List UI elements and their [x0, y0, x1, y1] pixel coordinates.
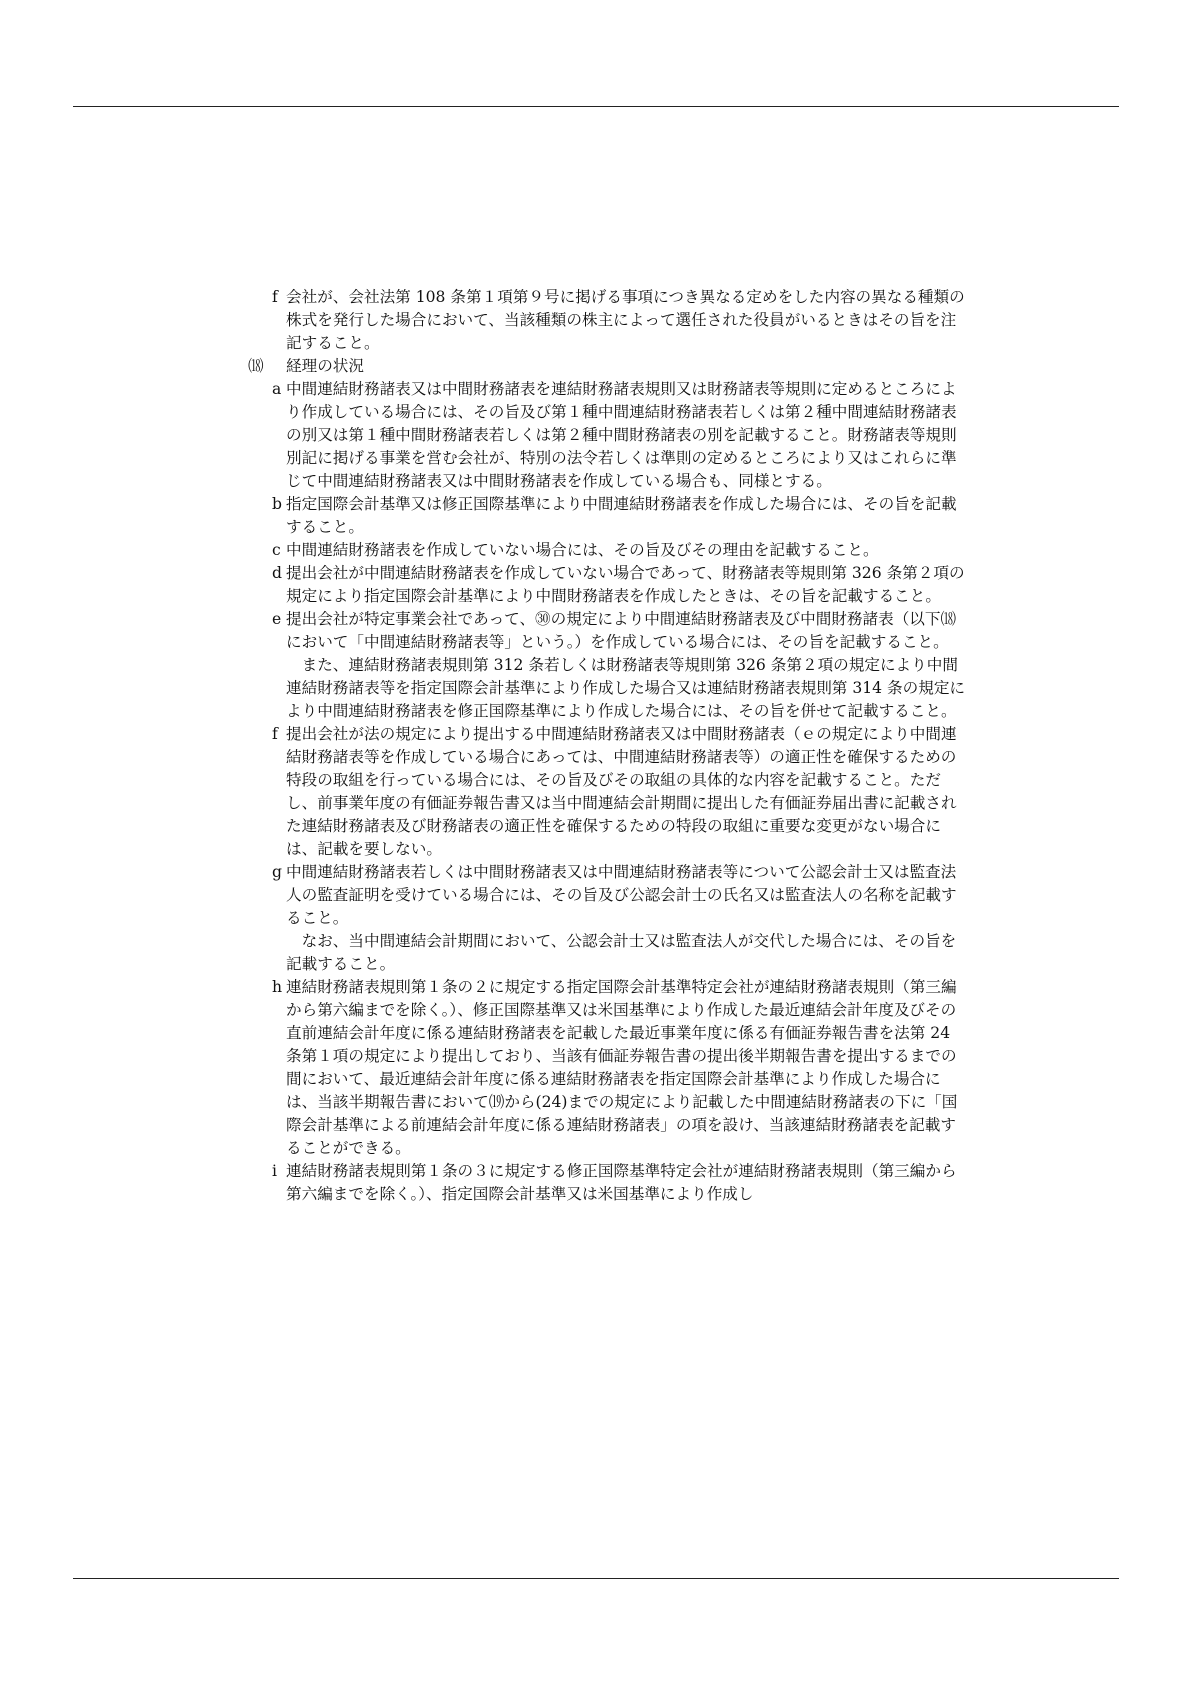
- continuation-paragraph: なお、当中間連結会計期間において、公認会計士又は監査法人が交代した場合には、その旨を記載すること。: [286, 932, 957, 973]
- item-text: 会社が、会社法第 108 条第１項第９号に掲げる事項につき異なる定めをした内容の異なる種類の株式を発行した場合において、当該種類の株主によって選任された役員がいるときはその旨を注記すること。: [286, 288, 965, 352]
- item-marker: c: [272, 541, 281, 559]
- item-text: 連結財務諸表規則第１条の２に規定する指定国際会計基準特定会社が連結財務諸表規則（第三編から第六編までを除く。）、修正国際基準又は米国基準により作成した最近連結会計年度及びその直前連結会計年度に係る連結財務諸表を記載した最近事業年度に係る有価証券報告書を法第 24 条第１項の規定により提出しており、当該有価証券報告書の提出後半期報告書を提出するまでの間において、最近連結会計年度に係る連結財務諸表を指定国際会計基準により作成した場合には、当該半期報告書において⒆から(24)までの規定により記載した中間連結財務諸表の下に「国際会計基準による前連結会計年度に係る連結財務諸表」の項を設け、当該連結財務諸表を記載することができる。: [286, 978, 958, 1157]
- list-item: [248, 493, 968, 539]
- item-marker: f: [272, 725, 278, 743]
- item-marker: e: [272, 610, 282, 628]
- list-item: [248, 976, 968, 1160]
- list-item: [248, 286, 968, 355]
- item-text: 指定国際会計基準又は修正国際基準により中間連結財務諸表を作成した場合には、その旨を記載すること。: [286, 495, 957, 536]
- list-item: [248, 1160, 968, 1206]
- document-body: [248, 286, 968, 1206]
- item-text: 連結財務諸表規則第１条の３に規定する修正国際基準特定会社が連結財務諸表規則（第三編から第六編までを除く。）、指定国際会計基準又は米国基準により作成し: [286, 1162, 957, 1203]
- item-text: 中間連結財務諸表を作成していない場合には、その旨及びその理由を記載すること。: [286, 541, 879, 559]
- section-number: ⒅: [248, 357, 264, 375]
- item-marker: f: [272, 288, 278, 306]
- section-title: 経理の状況: [286, 357, 364, 375]
- item-text: 提出会社が特定事業会社であって、㉚の規定により中間連結財務諸表及び中間財務諸表（以下⒅において「中間連結財務諸表等」という。）を作成している場合には、その旨を記載すること。: [286, 610, 957, 651]
- item-text: 中間連結財務諸表若しくは中間財務諸表又は中間連結財務諸表等について公認会計士又は監査法人の監査証明を受けている場合には、その旨及び公認会計士の氏名又は監査法人の名称を記載すること。: [286, 863, 957, 927]
- item-marker: h: [272, 978, 283, 996]
- section-heading: [248, 355, 968, 378]
- list-item: [248, 378, 968, 493]
- list-item: [248, 562, 968, 608]
- list-item: [248, 723, 968, 861]
- item-marker: d: [272, 564, 282, 582]
- list-item: [248, 539, 968, 562]
- item-marker: i: [272, 1162, 277, 1180]
- item-marker: a: [272, 380, 282, 398]
- list-item: [248, 861, 968, 930]
- header-rule: [73, 106, 1119, 107]
- item-text: 提出会社が法の規定により提出する中間連結財務諸表又は中間財務諸表（ｅの規定により中間連結財務諸表等を作成している場合にあっては、中間連結財務諸表等）の適正性を確保するための特段の取組を行っている場合には、その旨及びその取組の具体的な内容を記載すること。ただし、前事業年度の有価証券報告書又は当中間連結会計期間に提出した有価証券届出書に記載された連結財務諸表及び財務諸表の適正性を確保するための特段の取組に重要な変更がない場合には、記載を要しない。: [286, 725, 957, 858]
- item-text: 提出会社が中間連結財務諸表を作成していない場合であって、財務諸表等規則第 326 条第２項の規定により指定国際会計基準により中間財務諸表を作成したときは、その旨を記載すること。: [286, 564, 965, 605]
- continuation-paragraph: また、連結財務諸表規則第 312 条若しくは財務諸表等規則第 326 条第２項の規定により中間連結財務諸表等を指定国際会計基準により作成した場合又は連結財務諸表規則第 314 条の規定により中間連結財務諸表を修正国際基準により作成した場合には、その旨を併せて記載すること。: [286, 656, 966, 720]
- item-text: 中間連結財務諸表又は中間財務諸表を連結財務諸表規則又は財務諸表等規則に定めるところにより作成している場合には、その旨及び第１種中間連結財務諸表若しくは第２種中間連結財務諸表の別又は第１種中間財務諸表若しくは第２種中間財務諸表の別を記載すること。財務諸表等規則別記に掲げる事業を営む会社が、特別の法令若しくは準則の定めるところにより又はこれらに準じて中間連結財務諸表又は中間財務諸表を作成している場合も、同様とする。: [286, 380, 957, 490]
- item-marker: g: [272, 863, 282, 881]
- footer-rule: [73, 1578, 1119, 1579]
- item-marker: b: [272, 495, 282, 513]
- list-item: [248, 608, 968, 654]
